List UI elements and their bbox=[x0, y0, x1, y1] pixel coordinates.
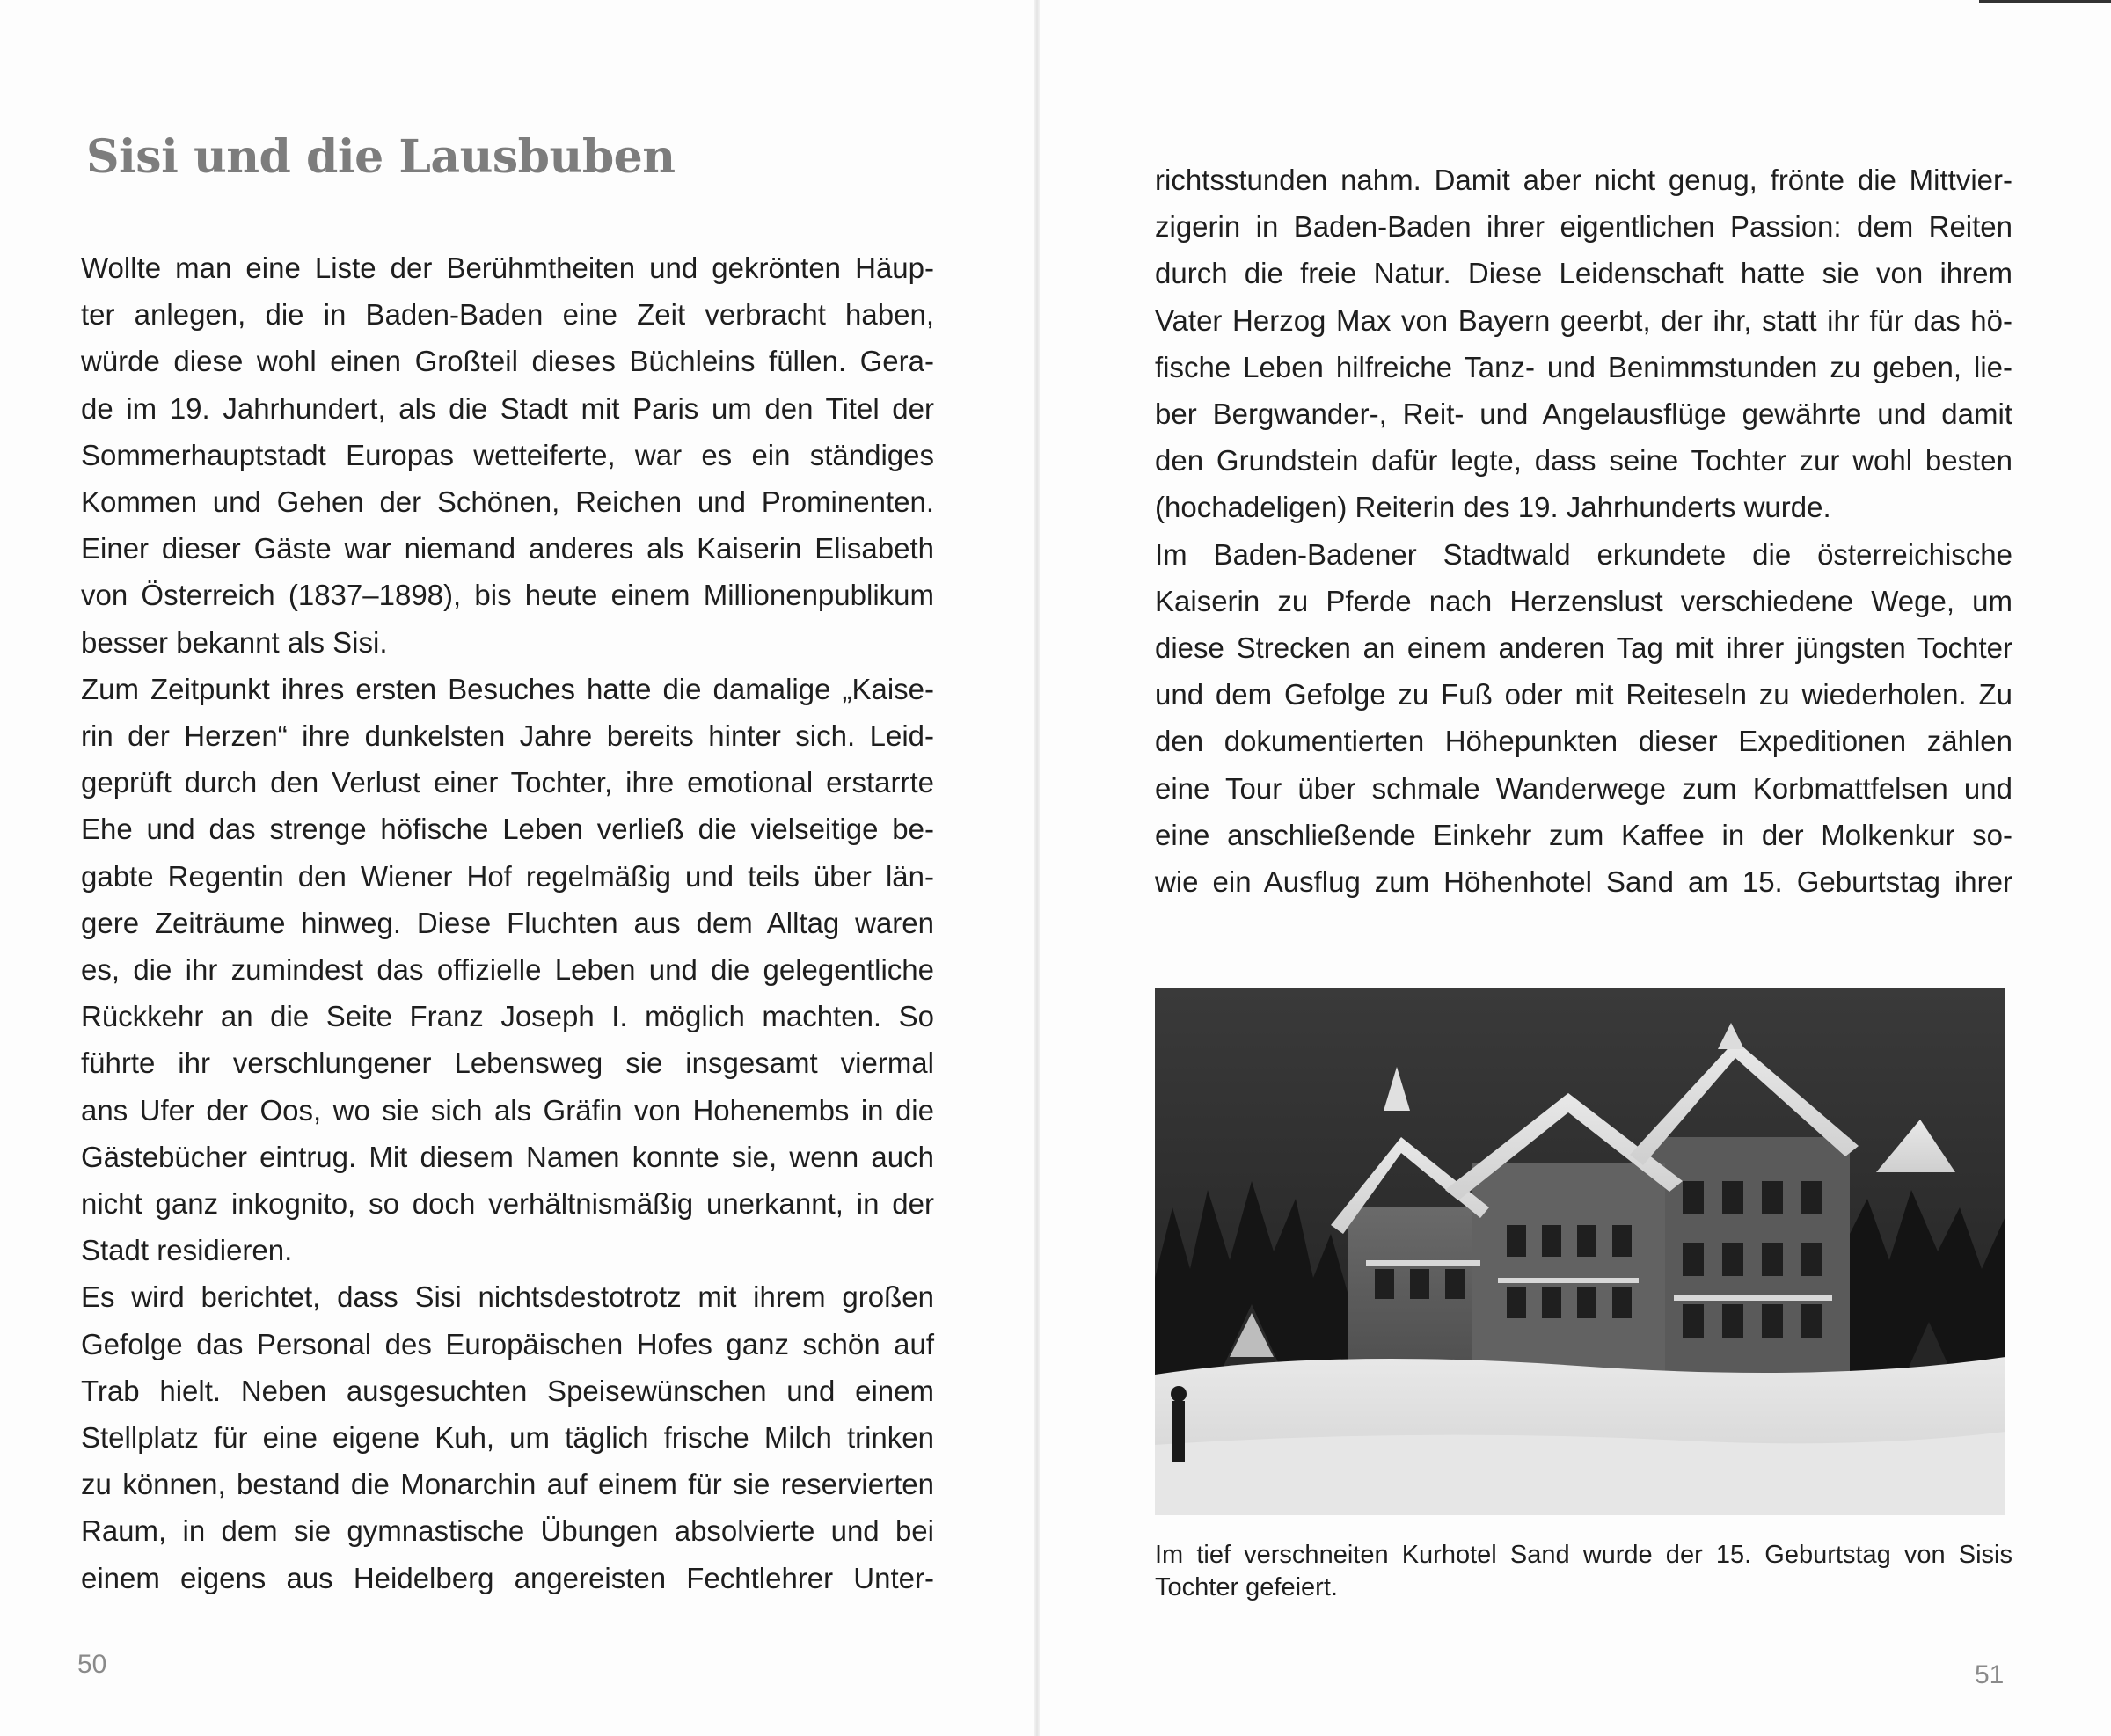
text-line: von Österreich (1837–1898), bis heute einem Millionenpublikum bbox=[81, 579, 934, 612]
left-body-text bbox=[81, 244, 934, 1601]
text-line: eine Tour über schmale Wanderwege zum Korbmattfelsen und bbox=[1155, 771, 2012, 805]
text-line: ber Bergwander-, Reit- und Angelausflüge gewährte und damit bbox=[1155, 398, 2012, 431]
photo-caption bbox=[1155, 1539, 2012, 1604]
text-line: zu können, bestand die Monarchin auf einem für sie reservierten bbox=[81, 1468, 934, 1501]
text-line: und dem Gefolge zu Fuß oder mit Reiteseln zu wiederholen. Zu bbox=[1155, 678, 2012, 711]
text-line: geprüft durch den Verlust einer Tochter, ihre emotional erstarrte bbox=[81, 766, 934, 799]
text-line: Vater Herzog Max von Bayern geerbt, der ihr, statt ihr für das hö- bbox=[1155, 303, 2012, 337]
text-line: Gästebücher eintrug. Mit diesem Namen konnte sie, wenn auch bbox=[81, 1140, 934, 1173]
text-line: nicht ganz inkognito, so doch verhältnismäßig unerkannt, in der bbox=[81, 1187, 934, 1221]
text-line: es, die ihr zumindest das offizielle Leben und die gelegentliche bbox=[81, 953, 934, 987]
text-line: Kommen und Gehen der Schönen, Reichen und Prominenten. bbox=[81, 485, 934, 519]
text-line: wie ein Ausflug zum Höhenhotel Sand am 15. Geburtstag ihrer bbox=[1155, 865, 2012, 899]
text-line: Stellplatz für eine eigene Kuh, um täglich frische Milch trinken bbox=[81, 1421, 934, 1455]
text-line: diese Strecken an einem anderen Tag mit ihrer jüngsten Tochter bbox=[1155, 631, 2012, 665]
text-line: ter anlegen, die in Baden-Baden eine Zeit verbracht haben, bbox=[81, 298, 934, 332]
text-line: einem eigens aus Heidelberg angereisten Fechtlehrer Unter- bbox=[81, 1561, 934, 1594]
page-number-left: 50 bbox=[77, 1650, 107, 1679]
right-body-text bbox=[1155, 157, 2012, 905]
text-line: Zum Zeitpunkt ihres ersten Besuches hatte die damalige „Kaise- bbox=[81, 672, 934, 705]
kurhotel-sand-photo bbox=[1155, 988, 2005, 1515]
text-line: Gefolge das Personal des Europäischen Hofes ganz schön auf bbox=[81, 1327, 934, 1360]
text-line: gabte Regentin den Wiener Hof regelmäßig und teils über län- bbox=[81, 859, 934, 893]
text-line: Raum, in dem sie gymnastische Übungen absolvierte und bei bbox=[81, 1514, 934, 1548]
text-line: führte ihr verschlungener Lebensweg sie insgesamt viermal bbox=[81, 1047, 934, 1080]
text-line: Im Baden-Badener Stadtwald erkundete die österreichische bbox=[1155, 537, 2012, 571]
text-line: Stadt residieren. bbox=[81, 1234, 293, 1267]
caption-line: Tochter gefeiert. bbox=[1155, 1573, 1338, 1601]
text-line: Kaiserin zu Pferde nach Herzenslust verschiedene Wege, um bbox=[1155, 584, 2012, 617]
text-line: Einer dieser Gäste war niemand anderes als Kaiserin Elisabeth bbox=[81, 532, 934, 565]
text-line: Sommerhauptstadt Europas wetteiferte, war es ein ständiges bbox=[81, 438, 934, 471]
text-line: Wollte man eine Liste der Berühmtheiten und gekrönten Häup- bbox=[81, 252, 934, 284]
snowy-hotel-illustration bbox=[1155, 988, 2005, 1515]
caption-line: Im tief verschneiten Kurhotel Sand wurde der 15. Geburtstag von Sisis bbox=[1155, 1541, 2012, 1569]
text-line: würde diese wohl einen Großteil dieses Büchleins füllen. Gera- bbox=[81, 345, 934, 378]
text-line: Rückkehr an die Seite Franz Joseph I. möglich machten. So bbox=[81, 1000, 934, 1033]
text-line: den Grundstein dafür legte, dass seine Tochter zur wohl besten bbox=[1155, 444, 2012, 478]
chapter-heading: Sisi und die Lausbuben bbox=[86, 130, 676, 184]
text-line: ans Ufer der Oos, wo sie sich als Gräfin von Hohenembs in die bbox=[81, 1093, 934, 1127]
text-line: (hochadeligen) Reiterin des 19. Jahrhunderts wurde. bbox=[1155, 491, 1831, 524]
left-page bbox=[0, 0, 1038, 1736]
page-number-right: 51 bbox=[1975, 1660, 2005, 1689]
text-line: fische Leben hilfreiche Tanz- und Benimmstunden zu geben, lie- bbox=[1155, 350, 2012, 383]
text-line: den dokumentierten Höhepunkten dieser Expeditionen zählen bbox=[1155, 725, 2012, 758]
text-line: eine anschließende Einkehr zum Kaffee in der Molkenkur so- bbox=[1155, 818, 2012, 851]
text-line: de im 19. Jahrhundert, als die Stadt mit Paris um den Titel der bbox=[81, 391, 934, 425]
text-line: gere Zeiträume hinweg. Diese Fluchten aus dem Alltag waren bbox=[81, 906, 934, 939]
text-line: richtsstunden nahm. Damit aber nicht genug, frönte die Mittvier- bbox=[1155, 164, 2012, 196]
text-line: zigerin in Baden-Baden ihrer eigentlichen Passion: dem Reiten bbox=[1155, 210, 2012, 244]
text-line: Es wird berichtet, dass Sisi nichtsdestotrotz mit ihrem großen bbox=[81, 1280, 934, 1314]
text-line: Trab hielt. Neben ausgesuchten Speisewünschen und einem bbox=[81, 1374, 934, 1407]
text-line: rin der Herzen“ ihre dunkelsten Jahre bereits hinter sich. Leid- bbox=[81, 719, 934, 753]
text-line: besser bekannt als Sisi. bbox=[81, 625, 388, 659]
text-line: durch die freie Natur. Diese Leidenschaft hatte sie von ihrem bbox=[1155, 257, 2012, 290]
text-line: Ehe und das strenge höfische Leben verließ die vielseitige be- bbox=[81, 813, 934, 846]
